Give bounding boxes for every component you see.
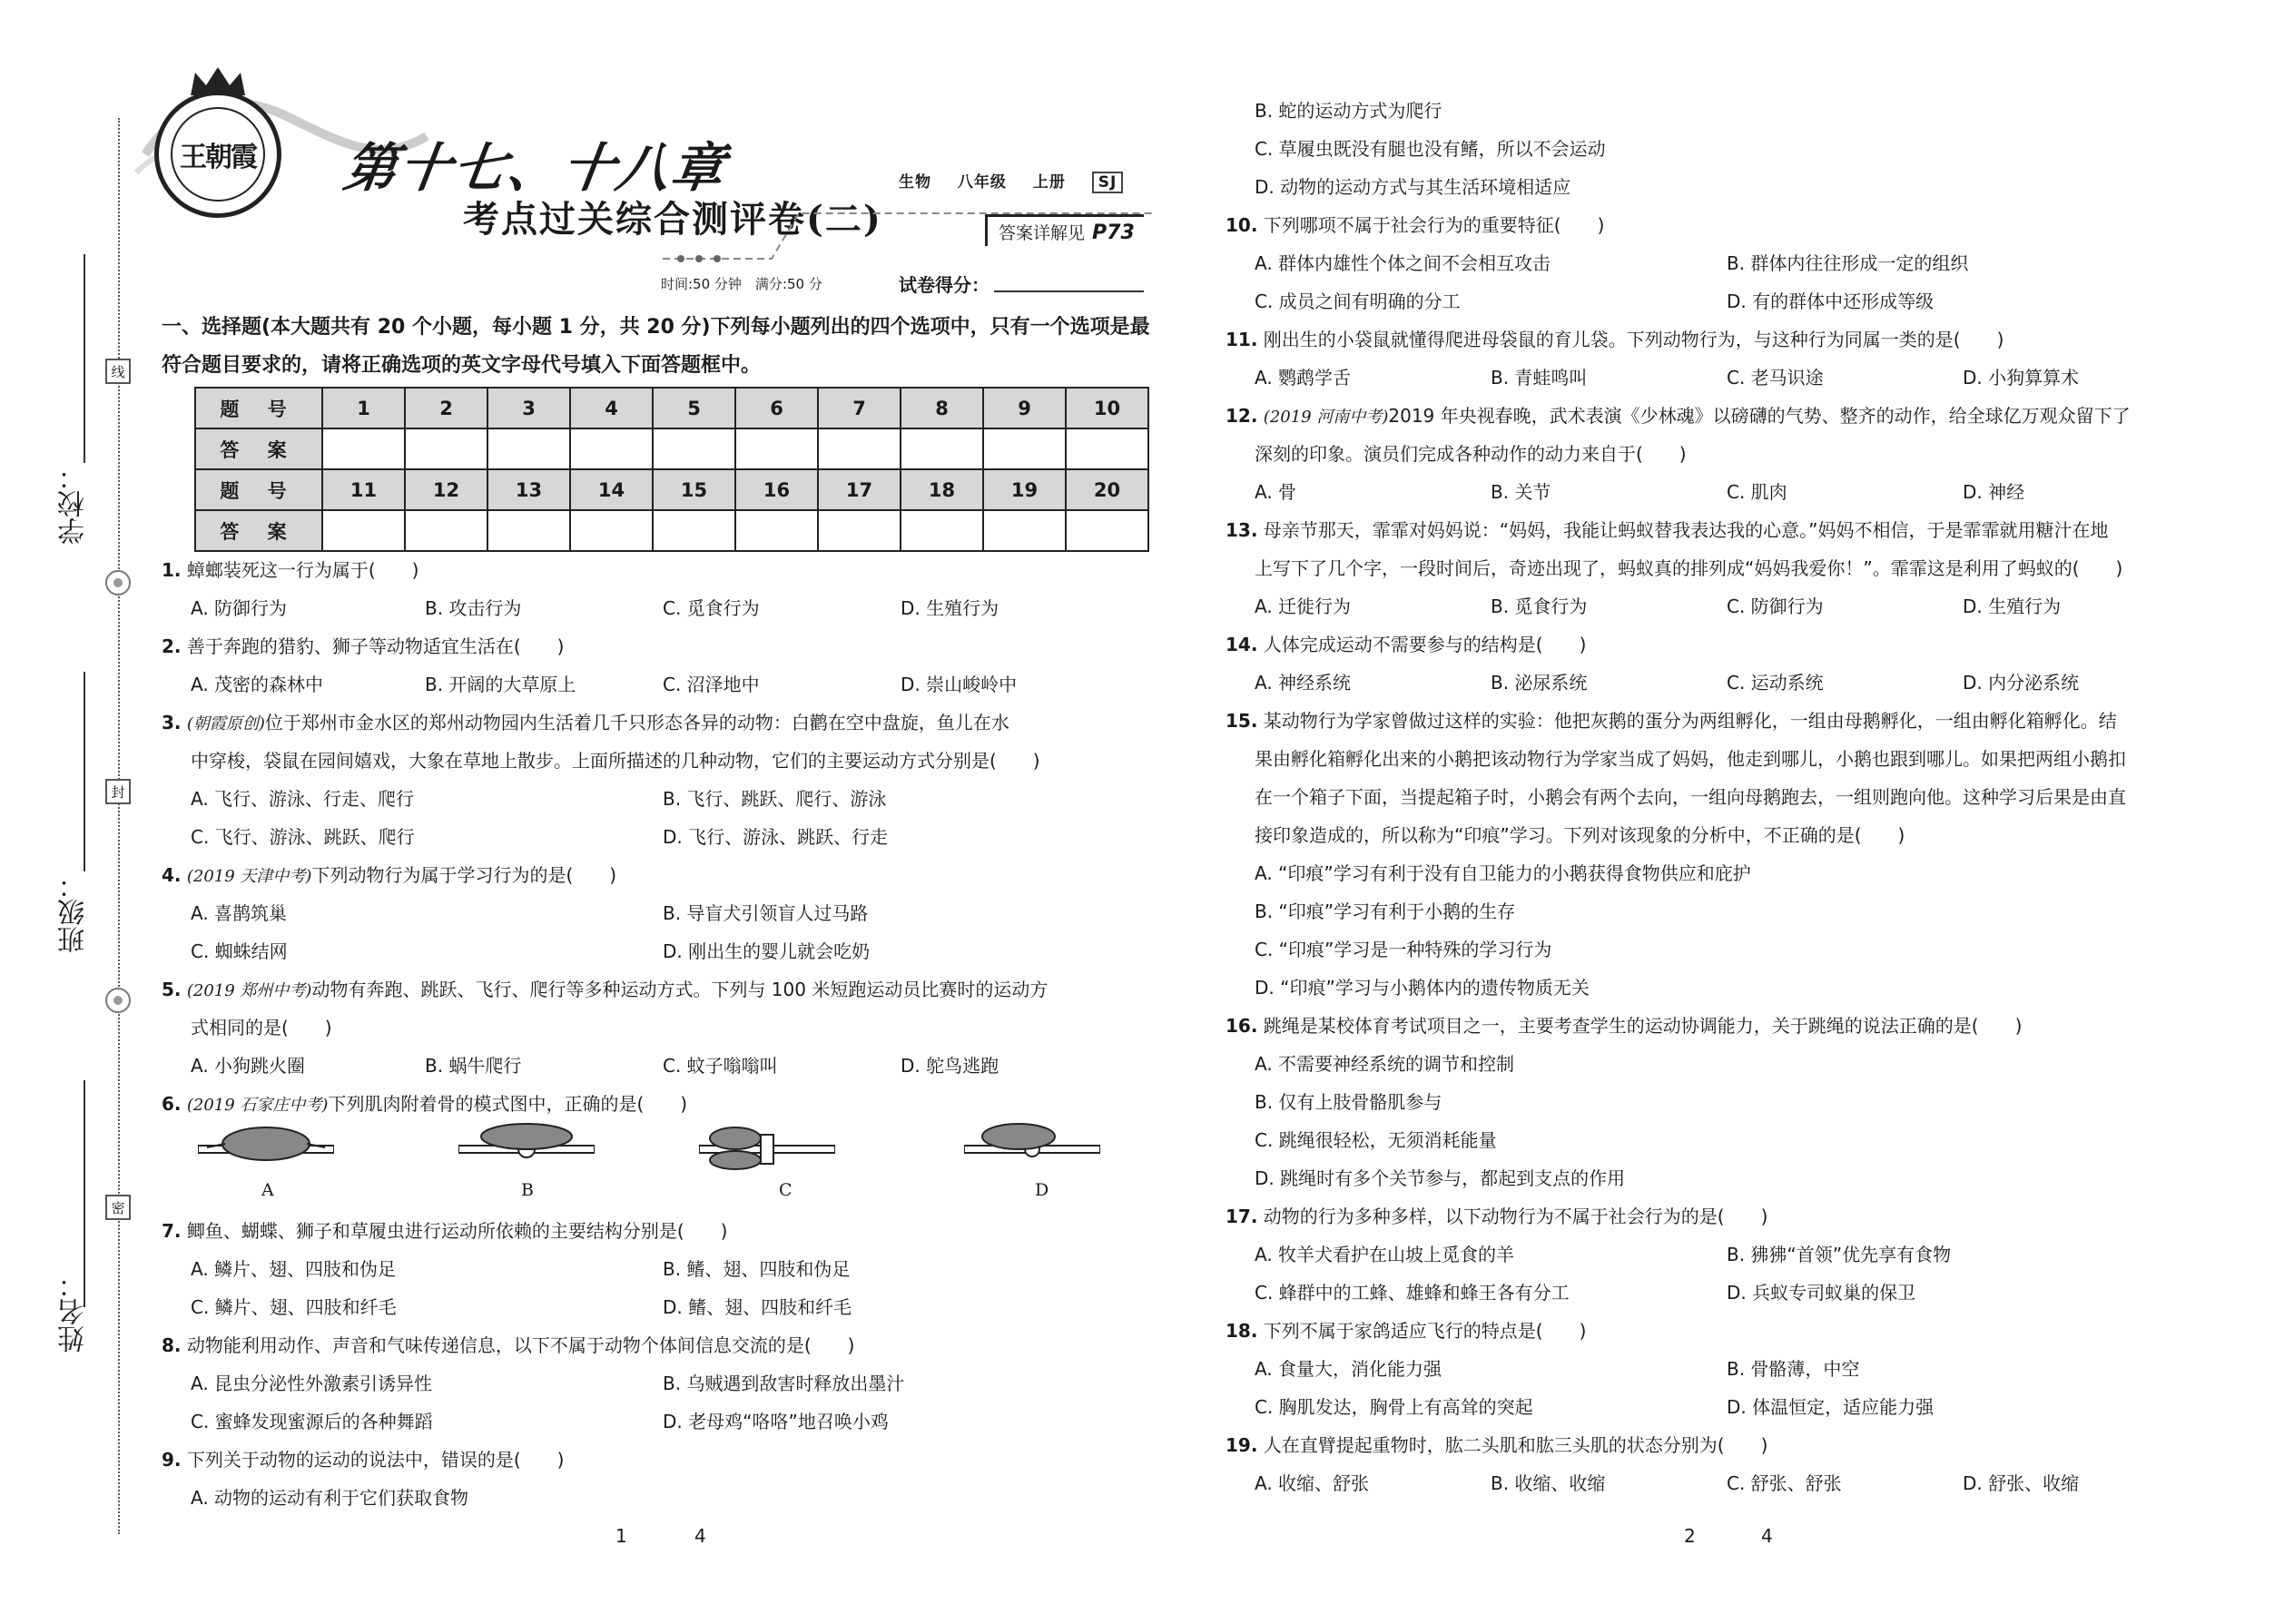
question-4 (162, 857, 616, 895)
answer-cell[interactable] (983, 428, 1066, 469)
class-fill-line (84, 672, 85, 871)
question-text: 善于奔跑的猎豹、狮子等动物适宜生活在( ) (186, 635, 565, 657)
grid-num: 6 (735, 388, 818, 428)
option-d[interactable]: D. “印痕”学习与小鹅体内的遗传物质无关 (1255, 977, 1590, 999)
class-label: 班级： (58, 871, 90, 953)
grid-num: 19 (983, 469, 1066, 510)
option-d[interactable]: D. 鸵鸟逃跑 (901, 1055, 999, 1077)
option-c[interactable]: C. 防御行为 (1727, 595, 1824, 617)
grid-num: 8 (901, 388, 983, 428)
option-c[interactable]: C. 蚊子嗡嗡叫 (663, 1055, 778, 1077)
option-a[interactable]: A. 牧羊犬看护在山坡上觅食的羊 (1255, 1244, 1515, 1265)
left-page-total: 4 (694, 1525, 706, 1547)
question-13 (1226, 512, 2233, 549)
option-b[interactable]: B. “印痕”学习有利于小鹅的生存 (1255, 901, 1516, 922)
option-a[interactable]: A. 小狗跳火圈 (191, 1055, 306, 1077)
diagram-label-d: D (1035, 1180, 1049, 1200)
option-a[interactable]: A. 喜鹊筑巢 (191, 902, 288, 924)
question-number: 4. (162, 864, 182, 886)
option-b[interactable]: B. 乌贼遇到敌害时释放出墨汁 (663, 1373, 905, 1394)
question-8 (162, 1327, 854, 1364)
diagram-label-b: B (521, 1180, 534, 1200)
option-c[interactable]: C. 草履虫既没有腿也没有鳍，所以不会运动 (1255, 138, 1606, 160)
option-c[interactable]: C. 老马识途 (1727, 367, 1824, 389)
option-c[interactable]: C. 舒张、舒张 (1727, 1472, 1842, 1494)
question-text: 下列不属于家鸽适应飞行的特点是( ) (1263, 1320, 1587, 1342)
score-input-line[interactable] (994, 290, 1144, 292)
question-10 (1226, 207, 1604, 244)
grid-label-answer: 答 案 (195, 510, 322, 551)
option-b[interactable]: B. 仅有上肢骨骼肌参与 (1255, 1091, 1442, 1113)
muscle-diagram-c[interactable] (699, 1117, 835, 1180)
name-label: 姓名： (58, 1271, 90, 1353)
question-number: 16. (1226, 1015, 1258, 1037)
grid-row-answers-2 (195, 510, 1148, 551)
answer-reference (985, 214, 1144, 246)
grid-num: 1 (322, 388, 405, 428)
question-16 (1226, 1008, 2022, 1045)
binding-char-line: 线 (105, 359, 131, 384)
answer-cell[interactable] (818, 510, 901, 551)
question-number: 3. (162, 712, 182, 733)
logo-text: 王朝霞 (171, 107, 265, 202)
option-c[interactable]: C. “印痕”学习是一种特殊的学习行为 (1255, 939, 1552, 960)
question-15-line3: 在一个箱子下面，当提起箱子时，小鹅会有两个去向，一组向母鹅跑去，一组则跑向他。这种学习后果是由直 (1255, 786, 2126, 808)
option-d[interactable]: D. 小狗算算术 (1963, 367, 2080, 389)
option-d[interactable]: D. 舒张、收缩 (1963, 1472, 2080, 1494)
question-text: 母亲节那天，霏霏对妈妈说：“妈妈，我能让蚂蚁替我表达我的心意。”妈妈不相信，于是霏霏就用糖汁在地 (1263, 519, 2109, 541)
answer-cell[interactable] (818, 428, 901, 469)
option-b[interactable]: B. 关节 (1491, 481, 1551, 503)
option-b[interactable]: B. 开阔的大草原上 (425, 674, 576, 695)
question-12 (1226, 398, 2233, 436)
question-number: 15. (1226, 710, 1258, 732)
question-text: 下列关于动物的运动的说法中，错误的是( ) (186, 1449, 565, 1471)
binding-hole-1 (105, 570, 131, 595)
option-c[interactable]: C. 鳞片、翅、四肢和纤毛 (191, 1296, 397, 1318)
binding-char-secret: 密 (105, 1195, 131, 1220)
option-c[interactable]: C. 沼泽地中 (663, 674, 760, 695)
option-d[interactable]: D. 兵蚁专司蚁巢的保卫 (1727, 1282, 1916, 1304)
option-b[interactable]: B. 导盲犬引领盲人过马路 (663, 902, 869, 924)
question-number: 17. (1226, 1206, 1258, 1227)
option-a[interactable]: A. 昆虫分泌性外激素引诱异性 (191, 1373, 433, 1394)
grid-num: 12 (405, 469, 487, 510)
question-11 (1226, 321, 2004, 359)
subject-label: 生物 (899, 173, 931, 192)
score-label: 试卷得分： (899, 274, 989, 296)
exam-subtitle: 考点过关综合测评卷(二) (463, 198, 882, 241)
option-c[interactable]: C. 肌肉 (1727, 481, 1787, 503)
option-c[interactable]: C. 飞行、游泳、跳跃、爬行 (191, 826, 415, 848)
option-c[interactable]: C. 跳绳很轻松，无须消耗能量 (1255, 1129, 1497, 1151)
right-page-number: 2 (1684, 1525, 1696, 1547)
school-label: 学校： (58, 463, 90, 545)
option-a[interactable]: A. “印痕”学习有利于没有自卫能力的小鹅获得食物供应和庇护 (1255, 862, 1751, 884)
course-meta (899, 169, 1143, 192)
left-page-number: 1 (615, 1525, 627, 1547)
binding-hole-2 (105, 988, 131, 1013)
option-b[interactable]: B. 蜗牛爬行 (425, 1055, 522, 1077)
option-a[interactable]: A. 飞行、游泳、行走、爬行 (191, 788, 415, 810)
grid-num: 10 (1066, 388, 1148, 428)
option-c[interactable]: C. 胸肌发达，胸骨上有高耸的突起 (1255, 1396, 1533, 1418)
question-number: 5. (162, 979, 182, 1000)
grid-label-number: 题 号 (195, 469, 322, 510)
question-number: 19. (1226, 1434, 1258, 1456)
school-fill-line (84, 254, 85, 463)
question-text: 刚出生的小袋鼠就懂得爬进母袋鼠的育儿袋。下列动物行为，与这种行为同属一类的是( ) (1263, 329, 2004, 350)
option-c[interactable]: C. 成员之间有明确的分工 (1255, 290, 1461, 312)
option-c[interactable]: C. 运动系统 (1727, 672, 1824, 694)
question-1 (162, 552, 418, 589)
answer-ref-text: 答案详解见 (999, 223, 1086, 243)
option-b[interactable]: B. 群体内往往形成一定的组织 (1727, 252, 1969, 274)
option-a[interactable]: A. 收缩、舒张 (1255, 1472, 1370, 1494)
right-page-total: 4 (1761, 1525, 1773, 1547)
grid-num: 14 (570, 469, 653, 510)
binding-margin (0, 0, 127, 1624)
option-d[interactable]: D. 动物的运动方式与其生活环境相适应 (1255, 176, 1571, 198)
binding-char-seal: 封 (105, 779, 131, 804)
question-text: 下列动物行为属于学习行为的是( ) (311, 864, 617, 886)
publisher-logo (154, 91, 281, 218)
option-c[interactable]: C. 蜘蛛结网 (191, 940, 288, 962)
option-b[interactable]: B. 飞行、跳跃、爬行、游泳 (663, 788, 887, 810)
edition-badge: SJ (1092, 172, 1124, 193)
option-b[interactable]: B. 蛇的运动方式为爬行 (1255, 100, 1442, 122)
binding-dotted-line (118, 118, 120, 1534)
question-text: 2019 年央视春晚，武术表演《少林魂》以磅礴的气势、整齐的动作，给全球亿万观众留下了 (1388, 405, 2131, 427)
grid-label-answer: 答 案 (195, 428, 322, 469)
option-b[interactable]: B. 觅食行为 (1491, 595, 1588, 617)
option-a[interactable]: A. 骨 (1255, 481, 1297, 503)
answer-cell[interactable] (405, 510, 487, 551)
question-text: 某动物行为学家曾做过这样的实验：他把灰鹅的蛋分为两组孵化，一组由母鹅孵化，一组由孵化箱孵化。结 (1263, 710, 2117, 732)
question-5-line2: 式相同的是( ) (191, 1017, 332, 1038)
question-number: 2. (162, 635, 182, 657)
option-d[interactable]: D. 老母鸡“咯咯”地召唤小鸡 (663, 1411, 889, 1432)
option-d[interactable]: D. 崇山峻岭中 (901, 674, 1018, 695)
option-d[interactable]: D. 飞行、游泳、跳跃、行走 (663, 826, 889, 848)
answer-cell[interactable] (901, 428, 983, 469)
question-7 (162, 1213, 727, 1250)
option-b[interactable]: B. 狒狒“首领”优先享有食物 (1727, 1244, 1952, 1265)
diagram-label-c: C (779, 1180, 793, 1200)
grid-num: 5 (653, 388, 735, 428)
option-d[interactable]: D. 体温恒定，适应能力强 (1727, 1396, 1935, 1418)
question-number: 11. (1226, 329, 1258, 350)
answer-cell[interactable] (653, 428, 735, 469)
question-number: 12. (1226, 405, 1258, 427)
question-text: 动物能利用动作、声音和气味传递信息，以下不属于动物个体间信息交流的是( ) (186, 1334, 855, 1356)
grid-row-numbers-2 (195, 469, 1148, 510)
option-a[interactable]: A. 不需要神经系统的调节和控制 (1255, 1053, 1515, 1075)
option-d[interactable]: D. 神经 (1963, 481, 2025, 503)
answer-ref-page: P73 (1092, 221, 1135, 244)
option-d[interactable]: D. 刚出生的婴儿就会吃奶 (663, 940, 871, 962)
question-15-line2: 果由孵化箱孵化出来的小鹅把该动物行为学家当成了妈妈，他走到哪儿，小鹅也跟到哪儿。如果把两组小鹅扣 (1255, 748, 2126, 770)
question-source: (2019 河南中考) (1263, 408, 1389, 427)
question-source: (2019 石家庄中考) (186, 1096, 329, 1115)
question-2 (162, 628, 564, 665)
question-text: 动物有奔跑、跳跃、飞行、爬行等多种运动方式。下列与 100 米短跑运动员比赛时的运动方 (311, 979, 1049, 1000)
diagram-label-a: A (261, 1180, 274, 1200)
question-12-line2: 深刻的印象。演员们完成各种动作的动力来自于( ) (1255, 443, 1687, 465)
option-c[interactable]: C. 觅食行为 (663, 597, 760, 619)
answer-cell[interactable] (1066, 428, 1148, 469)
volume-label: 上册 (1032, 173, 1066, 192)
grid-num: 20 (1066, 469, 1148, 510)
answer-cell[interactable] (487, 510, 570, 551)
option-a[interactable]: A. 群体内雄性个体之间不会相互攻击 (1255, 252, 1551, 274)
answer-cell[interactable] (735, 428, 818, 469)
grid-num: 2 (405, 388, 487, 428)
option-b[interactable]: B. 青蛙鸣叫 (1491, 367, 1588, 389)
option-d[interactable]: D. 生殖行为 (1963, 595, 2062, 617)
grid-row-answers-1 (195, 428, 1148, 469)
option-a[interactable]: A. 鳞片、翅、四肢和伪足 (191, 1258, 397, 1280)
answer-cell[interactable] (901, 510, 983, 551)
option-d[interactable]: D. 生殖行为 (901, 597, 999, 619)
option-d[interactable]: D. 有的群体中还形成等级 (1727, 290, 1935, 312)
question-14 (1226, 626, 1586, 664)
question-text: 蟑螂装死这一行为属于( ) (186, 559, 419, 581)
option-a[interactable]: A. 防御行为 (191, 597, 288, 619)
grid-num: 11 (322, 469, 405, 510)
option-a[interactable]: A. 鹦鹉学舌 (1255, 367, 1352, 389)
option-d[interactable]: D. 跳绳时有多个关节参与，都起到支点的作用 (1255, 1167, 1626, 1189)
question-text: 人体完成运动不需要参与的结构是( ) (1263, 634, 1587, 655)
grid-num: 17 (818, 469, 901, 510)
option-a[interactable]: A. 食量大，消化能力强 (1255, 1358, 1442, 1380)
question-15 (1226, 703, 2233, 740)
grid-label-number: 题 号 (195, 388, 322, 428)
answer-cell[interactable] (487, 428, 570, 469)
option-d[interactable]: D. 鳍、翅、四肢和纤毛 (663, 1296, 852, 1318)
grid-row-numbers-1 (195, 388, 1148, 428)
answer-cell[interactable] (322, 510, 405, 551)
question-19 (1226, 1427, 1767, 1464)
option-c[interactable]: C. 蜂群中的工蜂、雄蜂和蜂王各有分工 (1255, 1282, 1570, 1304)
question-number: 7. (162, 1220, 182, 1242)
answer-cell[interactable] (322, 428, 405, 469)
muscle-diagram-d[interactable] (964, 1117, 1100, 1180)
grid-num: 18 (901, 469, 983, 510)
question-15-line4: 接印象造成的，所以称为“印痕”学习。下列对该现象的分析中，不正确的是( ) (1255, 824, 1905, 846)
question-number: 6. (162, 1093, 182, 1115)
question-text: 人在直臂提起重物时，肱二头肌和肱三头肌的状态分别为( ) (1263, 1434, 1768, 1456)
answer-cell[interactable] (405, 428, 487, 469)
grid-num: 4 (570, 388, 653, 428)
question-text: 动物的行为多种多样，以下动物行为不属于社会行为的是( ) (1263, 1206, 1768, 1227)
time-info: 时间:50 分钟 满分:50 分 (661, 276, 822, 292)
grid-num: 13 (487, 469, 570, 510)
answer-cell[interactable] (570, 510, 653, 551)
question-number: 8. (162, 1334, 182, 1356)
grid-num: 15 (653, 469, 735, 510)
question-text: 跳绳是某校体育考试项目之一，主要考查学生的运动协调能力，关于跳绳的说法正确的是( ) (1263, 1015, 2023, 1037)
question-9 (162, 1442, 564, 1479)
answer-grid (194, 387, 1149, 552)
answer-cell[interactable] (653, 510, 735, 551)
question-17 (1226, 1198, 1767, 1235)
grade-label: 八年级 (957, 173, 1007, 192)
question-number: 1. (162, 559, 182, 581)
section-heading: 一、选择题(本大题共有 20 个小题，每小题 1 分，共 20 分)下列每小题列出的四个选项中，只有一个选项是最符合题目要求的，请将正确选项的英文字母代号填入下面答题框中。 (162, 316, 1150, 377)
question-3-line2: 中穿梭，袋鼠在园间嬉戏，大象在草地上散步。上面所描述的几种动物，它们的主要运动方式分别是( ) (191, 750, 1040, 772)
option-a[interactable]: A. 神经系统 (1255, 672, 1352, 694)
question-source: (朝霞原创) (186, 714, 265, 733)
option-b[interactable]: B. 骨骼薄，中空 (1727, 1358, 1860, 1380)
question-18 (1226, 1313, 1586, 1350)
option-b[interactable]: B. 收缩、收缩 (1491, 1472, 1606, 1494)
grid-num: 9 (983, 388, 1066, 428)
question-3 (162, 704, 1151, 743)
option-a[interactable]: A. 茂密的森林中 (191, 674, 324, 695)
chapter-title: 第十七、十八章 (340, 137, 731, 199)
grid-num: 16 (735, 469, 818, 510)
option-c[interactable]: C. 蜜蜂发现蜜源后的各种舞蹈 (191, 1411, 433, 1432)
question-number: 14. (1226, 634, 1258, 655)
muscle-diagram-a[interactable] (198, 1117, 334, 1180)
answer-cell[interactable] (1066, 510, 1148, 551)
question-text: 鲫鱼、蝴蝶、狮子和草履虫进行运动所依赖的主要结构分别是( ) (186, 1220, 728, 1242)
option-b[interactable]: B. 攻击行为 (425, 597, 522, 619)
option-b[interactable]: B. 泌尿系统 (1491, 672, 1588, 694)
question-text: 下列哪项不属于社会行为的重要特征( ) (1263, 214, 1605, 236)
grid-num: 3 (487, 388, 570, 428)
question-number: 9. (162, 1449, 182, 1471)
option-a[interactable]: A. 迁徙行为 (1255, 595, 1352, 617)
question-source: (2019 郑州中考) (186, 981, 312, 1000)
question-source: (2019 天津中考) (186, 867, 312, 886)
question-text: 位于郑州市金水区的郑州动物园内生活着几千只形态各异的动物：白鹳在空中盘旋，鱼儿在水 (264, 712, 1009, 733)
question-number: 10. (1226, 214, 1258, 236)
question-text: 下列肌肉附着骨的模式图中，正确的是( ) (328, 1093, 688, 1115)
grid-num: 7 (818, 388, 901, 428)
option-d[interactable]: D. 内分泌系统 (1963, 672, 2080, 694)
option-b[interactable]: B. 鳍、翅、四肢和伪足 (663, 1258, 851, 1280)
answer-cell[interactable] (983, 510, 1066, 551)
question-5 (162, 971, 1151, 1009)
question-number: 13. (1226, 519, 1258, 541)
question-13-line2: 上写下了几个字，一段时间后，奇迹出现了，蚂蚁真的排列成“妈妈我爱你！”。霏霏这是利用了蚂蚁的( ) (1255, 557, 2123, 579)
answer-cell[interactable] (735, 510, 818, 551)
option-a[interactable]: A. 动物的运动有利于它们获取食物 (191, 1487, 469, 1509)
muscle-diagram-b[interactable] (458, 1117, 595, 1180)
question-number: 18. (1226, 1320, 1258, 1342)
answer-cell[interactable] (570, 428, 653, 469)
